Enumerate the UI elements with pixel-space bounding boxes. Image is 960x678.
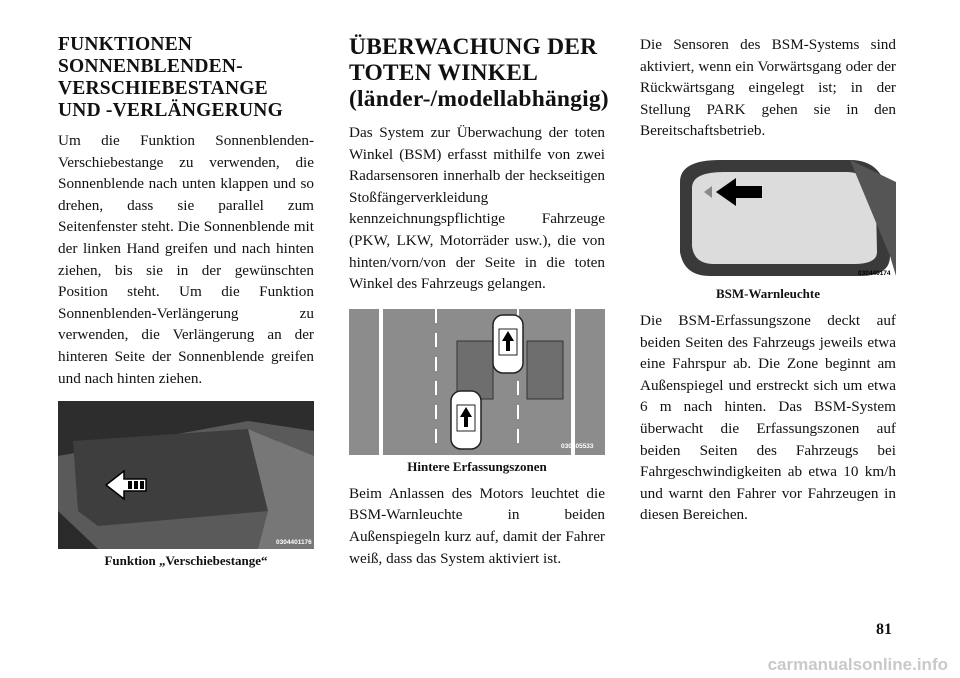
page-number: 81 (876, 621, 892, 638)
column-bsm-sensors (640, 34, 896, 526)
figure-caption: Funktion „Verschiebestange“ (104, 553, 268, 569)
figure-code: 030405533 (561, 442, 594, 450)
figure-code: 0304401176 (276, 539, 312, 547)
sun-visor-paragraph: Um die Funktion Sonnenblenden-Verschiebestange zu verwenden, die Sonnenblende nach unten klappen und so drehen, dass sie parallel zum Seitenfenster steht. Die Sonnenblende mit der linken Hand greifen und nach hinten ziehen, bis sie in der gewünschten Position steht. Um die Funktion Sonnenblenden-Verlängerung zu verwenden, die Verlängerung an der hinteren Seite der Sonnenblende greifen und nach hinten ziehen. (58, 132, 314, 387)
column-blind-spot (349, 34, 609, 569)
watermark: carmanualsonline.info (767, 655, 948, 674)
bsm-warning-figure (640, 152, 896, 282)
detection-zones-illustration (349, 309, 605, 455)
blind-spot-paragraph: Das System zur Überwachung der toten Winkel (BSM) erfasst mithilfe von zwei Radarsensoren innerhalb der heckseitigen Stoßfängerverkleidung kennzeichnungspflichtige Fahrzeuge (PKW, LKW, Motorräder usw.), die von hinten/vorn/von der Seite in die toten Winkel des Fahrzeugs gelangen. (349, 124, 605, 293)
detection-zones-figure (349, 309, 605, 455)
sun-visor-illustration (58, 401, 314, 549)
figure-caption: Hintere Erfassungszonen (407, 458, 547, 474)
car-icon (451, 391, 481, 449)
figure-code: 030440174 (858, 269, 891, 277)
section-heading-sun-visor: FUNKTIONEN SONNENBLENDEN-VERSCHIEBESTANGE UND -VERLÄNGERUNG (58, 34, 283, 121)
column-sun-visor (58, 34, 314, 569)
section-heading-blind-spot: ÜBERWACHUNG DER TOTEN WINKEL (länder-/modellabhängig) (349, 34, 609, 112)
bsm-activation-paragraph: Beim Anlassen des Motors leuchtet die BSM-Warnleuchte in beiden Außenspiegeln kurz auf, damit der Fahrer weiß, dass das System aktiviert ist. (349, 484, 605, 567)
figure-caption: BSM-Warnleuchte (716, 285, 820, 301)
side-mirror-illustration (640, 152, 896, 282)
car-icon (493, 315, 523, 373)
sensor-paragraph: Die Sensoren des BSM-Systems sind aktiviert, wenn ein Vorwärtsgang oder der Rückwärtsgang eingelegt ist; in der Stellung PARK gehen sie in den Bereitschaftsbetrieb. (640, 36, 896, 140)
detection-zone-paragraph: Die BSM-Erfassungszone deckt auf beiden Seiten des Fahrzeugs jeweils etwa eine Fahrspur ab. Die Zone beginnt am Außenspiegel und erstreckt sich um etwa 6 m nach hinten. Das BSM-System überwacht die Erfassungszonen auf beiden Seiten des Fahrzeugs bei Fahrgeschwindigkeiten ab etwa 10 km/h und warnt den Fahrer vor Fahrzeugen in diesen Bereichen. (640, 311, 896, 524)
sun-visor-figure (58, 401, 314, 549)
